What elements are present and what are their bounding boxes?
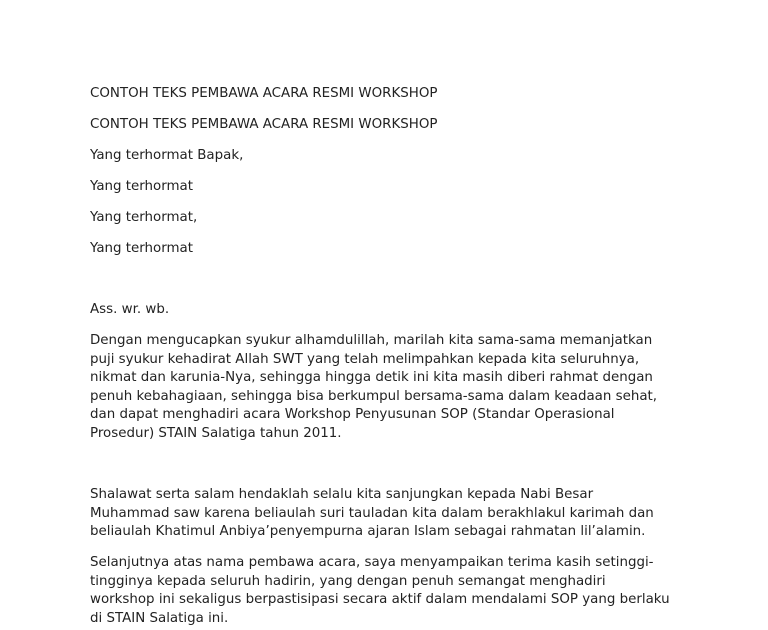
paragraph-line: Dengan mengucapkan syukur alhamdulillah, marilah kita sama-sama memanjatkan — [90, 333, 653, 348]
paragraph-line: nikmat dan karunia-Nya, sehingga hingga detik ini kita masih diberi rahmat dengan — [90, 370, 653, 386]
paragraph-line: penuh kebahagiaan, sehingga bisa berkumpul bersama-sama dalam keadaan sehat, — [90, 388, 658, 404]
paragraph-line: beliaulah Khatimul Anbiya’penyempurna ajaran Islam sebagai rahmatan lil’alamin. — [90, 524, 646, 540]
paragraph-shalawat — [90, 486, 690, 542]
paragraph-line: di STAIN Salatiga ini. — [90, 610, 229, 626]
greeting-line: Yang terhormat, — [90, 210, 198, 225]
salutation: Ass. wr. wb. — [90, 302, 170, 317]
paragraph-thanks — [90, 554, 690, 628]
greeting-line: Yang terhormat — [90, 179, 193, 194]
paragraph-line: Shalawat serta salam hendaklah selalu kita sanjungkan kepada Nabi Besar — [90, 487, 594, 502]
paragraph-line: Muhammad saw karena beliaulah suri tauladan kita dalam berakhlakul karimah dan — [90, 505, 654, 521]
paragraph-line: Selanjutnya atas nama pembawa acara, saya menyampaikan terima kasih setinggi- — [90, 555, 654, 570]
paragraph-line: puji syukur kehadirat Allah SWT yang telah melimpahkan kepada kita seluruhnya, — [90, 351, 640, 367]
paragraph-line: Prosedur) STAIN Salatiga tahun 2011. — [90, 425, 342, 441]
paragraph-line: dan dapat menghadiri acara Workshop Penyusunan SOP (Standar Operasional — [90, 407, 615, 423]
paragraph-opening — [90, 332, 690, 444]
greeting-line: Yang terhormat Bapak, — [90, 148, 244, 163]
document-title-repeat: CONTOH TEKS PEMBAWA ACARA RESMI WORKSHOP — [90, 117, 438, 132]
document-title: CONTOH TEKS PEMBAWA ACARA RESMI WORKSHOP — [90, 86, 438, 101]
greeting-line: Yang terhormat — [90, 241, 193, 256]
paragraph-line: workshop ini sekaligus berpastisipasi secara aktif dalam mendalami SOP yang berlaku — [90, 592, 670, 608]
paragraph-line: tingginya kepada seluruh hadirin, yang dengan penuh semangat menghadiri — [90, 573, 606, 589]
